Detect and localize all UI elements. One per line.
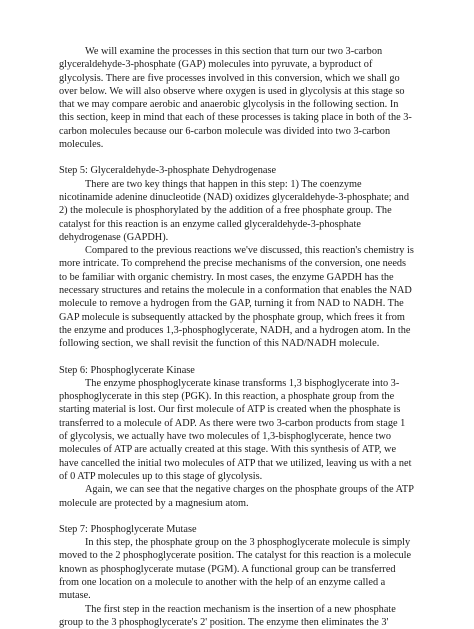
step6-paragraph: Again, we can see that the negative charges on the phosphate groups of the ATP molecule are protected by a magnesium atom. bbox=[59, 484, 414, 509]
step7-paragraph: In this step, the phosphate group on the 3 phosphoglycerate molecule is simply moved to the 2 phosphoglycerate position. The catalyst for this reaction is a molecule known as phosphoglycerate mutase (PGM). A functional group can be transferred from one location on a molecule to another with the help of an enzyme called a mutase. bbox=[59, 537, 412, 602]
step7-heading: Step 7: Phosphoglycerate Mutase bbox=[59, 523, 197, 535]
step5-paragraph: Compared to the previous reactions we've discussed, this reaction's chemistry is more intricate. To comprehend the precise mechanisms of the conversion, one needs to be familiar with organic chemistry. In most cases, the enzyme GAPDH has the necessary structures and retains the molecule in a conformation that enables the NAD molecule to remove a hydrogen from the GAP, turning it from NAD to NADH. The GAP molecule is subsequently attacked by the phosphate group, which frees it from the enzyme and produces 1,3-phosphoglycerate, NADH, and a hydrogen atom. In the following section, we shall revisit the function of this NAD/NADH molecule. bbox=[59, 245, 414, 350]
step6-paragraph: The enzyme phosphoglycerate kinase transforms 1,3 bisphoglycerate into 3-phosphoglycerate in this step (PGK). In this reaction, a phosphate group from the starting material is lost. Our first molecule of ATP is created when the phosphate is transferred to a molecule of ADP. As there were two 3-carbon products from stage 1 of glycolysis, we actually have two molecules of 1,3-bisphoglycerate, hence two molecules of ATP are actually created at this stage. With this synthesis of ATP, we have cancelled the initial two molecules of ATP that we utilized, leaving us with a net of 0 ATP molecules up to this stage of glycolysis. bbox=[59, 377, 412, 482]
step7-body bbox=[59, 536, 415, 629]
step5-heading: Step 5: Glyceraldehyde-3-phosphate Dehydrogenase bbox=[59, 165, 277, 177]
intro-paragraph: We will examine the processes in this section that turn our two 3-carbon glyceraldehyde-3-phosphate (GAP) molecules into pyruvate, a byproduct of glycolysis. There are five processes involved in this conversion, which we shall go over below. We will also observe where oxygen is used in glycolysis at this stage so that we may compare aerobic and anaerobic glycolysis in the following section. In this section, keep in mind that each of these processes is taking place in both of the 3-carbon molecules because our 6-carbon molecule was divided into two 3-carbon molecules. bbox=[59, 46, 412, 151]
step5-body bbox=[59, 178, 415, 351]
step6-body bbox=[59, 377, 415, 510]
step7-paragraph: The first step in the reaction mechanism is the insertion of a new phosphate group to the 3 phosphoglycerate's 2' position. The enzyme then eliminates the 3' bbox=[59, 603, 396, 628]
step6-heading: Step 6: Phosphoglycerate Kinase bbox=[59, 364, 195, 376]
step5-paragraph: There are two key things that happen in this step: 1) The coenzyme nicotinamide adenine dinucleotide (NAD) oxidizes glyceraldehyde-3-phosphate; and 2) the molecule is phosphorylated by the addition of a free phosphate group. The catalyst for this reaction is an enzyme called glyceraldehyde-3-phosphate dehydrogenase (GAPDH). bbox=[59, 178, 409, 243]
